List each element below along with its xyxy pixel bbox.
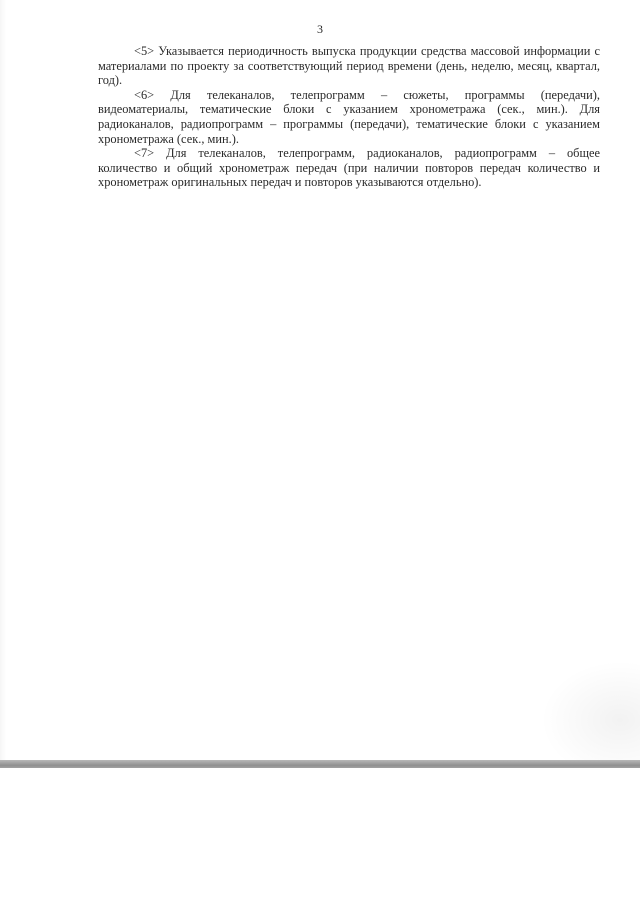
footnote-7: <7> Для телеканалов, телепрограмм, радиоканалов, радиопрограмм – общее количество и общий хронометраж передач (при наличии повторов передач количество и хронометраж оригинальных передач и повторов указываются отдельно). [98,146,600,190]
scan-left-shadow [0,0,6,760]
footnotes-block [98,44,600,190]
scan-bottom-edge [0,760,640,768]
scan-corner-shadow [540,660,640,760]
footnote-5: <5> Указывается периодичность выпуска продукции средства массовой информации с материалами по проекту за соответствующий период времени (день, неделю, месяц, квартал, год). [98,44,600,88]
page-number: 3 [317,22,323,36]
footnote-6: <6> Для телеканалов, телепрограмм – сюжеты, программы (передачи), видеоматериалы, тематические блоки с указанием хронометража (сек., мин.). Для радиоканалов, радиопрограмм – программы (передачи), тематические блоки с указанием хронометража (сек., мин.). [98,87,600,146]
